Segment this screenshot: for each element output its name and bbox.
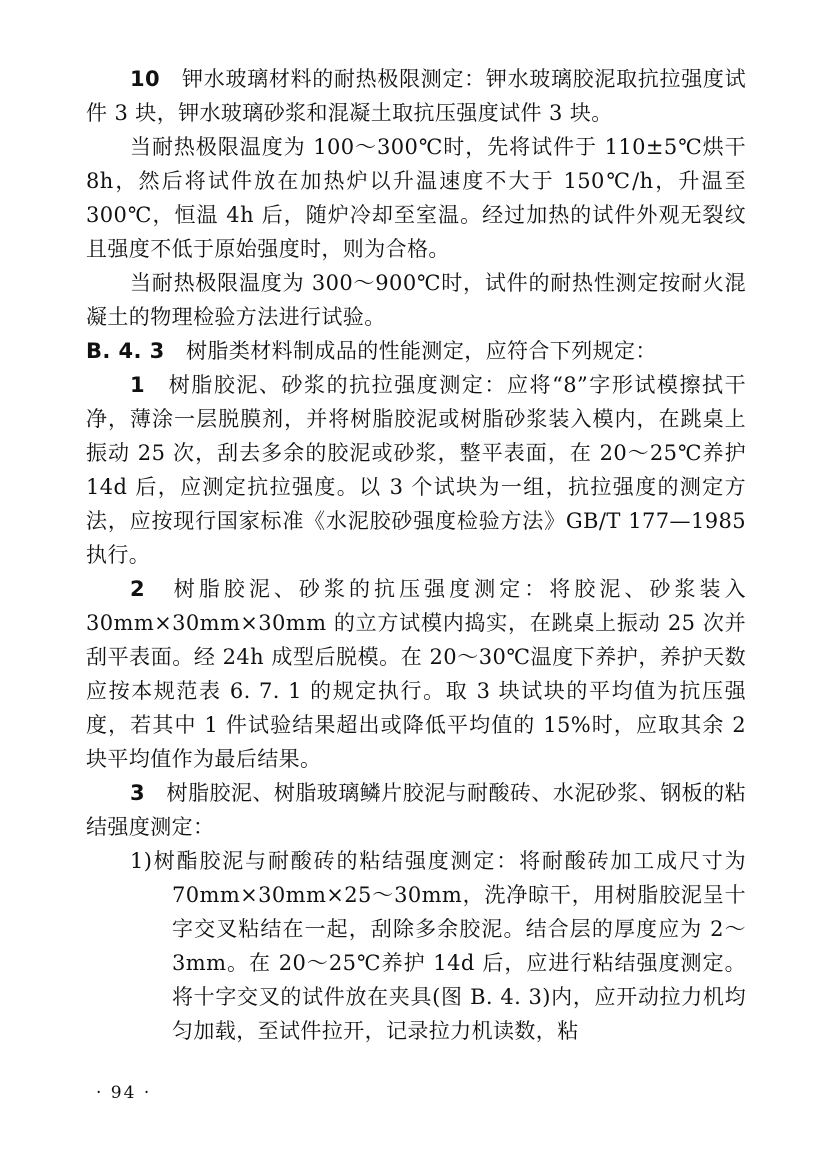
item-number: 1 <box>130 373 146 397</box>
item-number: 2 <box>130 577 146 601</box>
item-text: 树脂胶泥、砂浆的抗拉强度测定：应将“8”字形试模擦拭干净，薄涂一层脱膜剂，并将树脂胶泥或树脂砂浆装入模内，在跳桌上振动 25 次，刮去多余的胶泥或砂浆，整平表面，在 20～25℃养护 14d 后，应测定抗拉强度。以 3 个试块为一组，抗拉强度的测定方法，应按现行国家标准《水泥胶砂强度检验方法》GB/T 177—1985 执行。 <box>86 373 746 567</box>
item-number: 3 <box>130 781 146 805</box>
paragraph-item-10 <box>86 62 746 130</box>
paragraph-item-3 <box>86 776 746 844</box>
section-text: 树脂类材料制成品的性能测定，应符合下列规定： <box>186 339 657 363</box>
body-text <box>86 62 746 1048</box>
paragraph-item-2 <box>86 572 746 776</box>
section-heading-b43 <box>86 334 746 368</box>
paragraph-heat-limit-low: 当耐热极限温度为 100～300℃时，先将试件于 110±5℃烘干 8h，然后将试件放在加热炉以升温速度不大于 150℃/h，升温至 300℃，恒温 4h 后，随炉冷却至室温。经过加热的试件外观无裂纹且强度不低于原始强度时，则为合格。 <box>86 135 746 261</box>
item-text: 树脂胶泥、树脂玻璃鳞片胶泥与耐酸砖、水泥砂浆、钢板的粘结强度测定： <box>86 781 746 839</box>
paragraph-item-1 <box>86 368 746 572</box>
item-text: 树脂胶泥、砂浆的抗压强度测定：将胶泥、砂浆装入 30mm×30mm×30mm 的立方试模内捣实，在跳桌上振动 25 次并刮平表面。经 24h 成型后脱模。在 20～30℃温度下养护，养护天数应按本规范表 6. 7. 1 的规定执行。取 3 块试块的平均值为抗压强度，若其中 1 件试验结果超出或降低平均值的 15%时，应取其余 2 块平均值作为最后结果。 <box>86 577 746 771</box>
section-number: B. 4. 3 <box>86 339 165 363</box>
page-number: · 94 · <box>96 1083 152 1103</box>
item-number: 10 <box>130 67 161 91</box>
paragraph-subitem-1: 1)树酯胶泥与耐酸砖的粘结强度测定：将耐酸砖加工成尺寸为 70mm×30mm×25～30mm，洗净晾干，用树脂胶泥呈十字交叉粘结在一起，刮除多余胶泥。结合层的厚度应为 2～3mm。在 20～25℃养护 14d 后，应进行粘结强度测定。将十字交叉的试件放在夹具(图 B. 4. 3)内，应开动拉力机均匀加载，至试件拉开，记录拉力机读数，粘 <box>130 849 746 1043</box>
paragraph-heat-limit-high: 当耐热极限温度为 300～900℃时，试件的耐热性测定按耐火混凝土的物理检验方法进行试验。 <box>86 271 746 329</box>
item-text: 钾水玻璃材料的耐热极限测定：钾水玻璃胶泥取抗拉强度试件 3 块，钾水玻璃砂浆和混凝土取抗压强度试件 3 块。 <box>86 67 746 125</box>
